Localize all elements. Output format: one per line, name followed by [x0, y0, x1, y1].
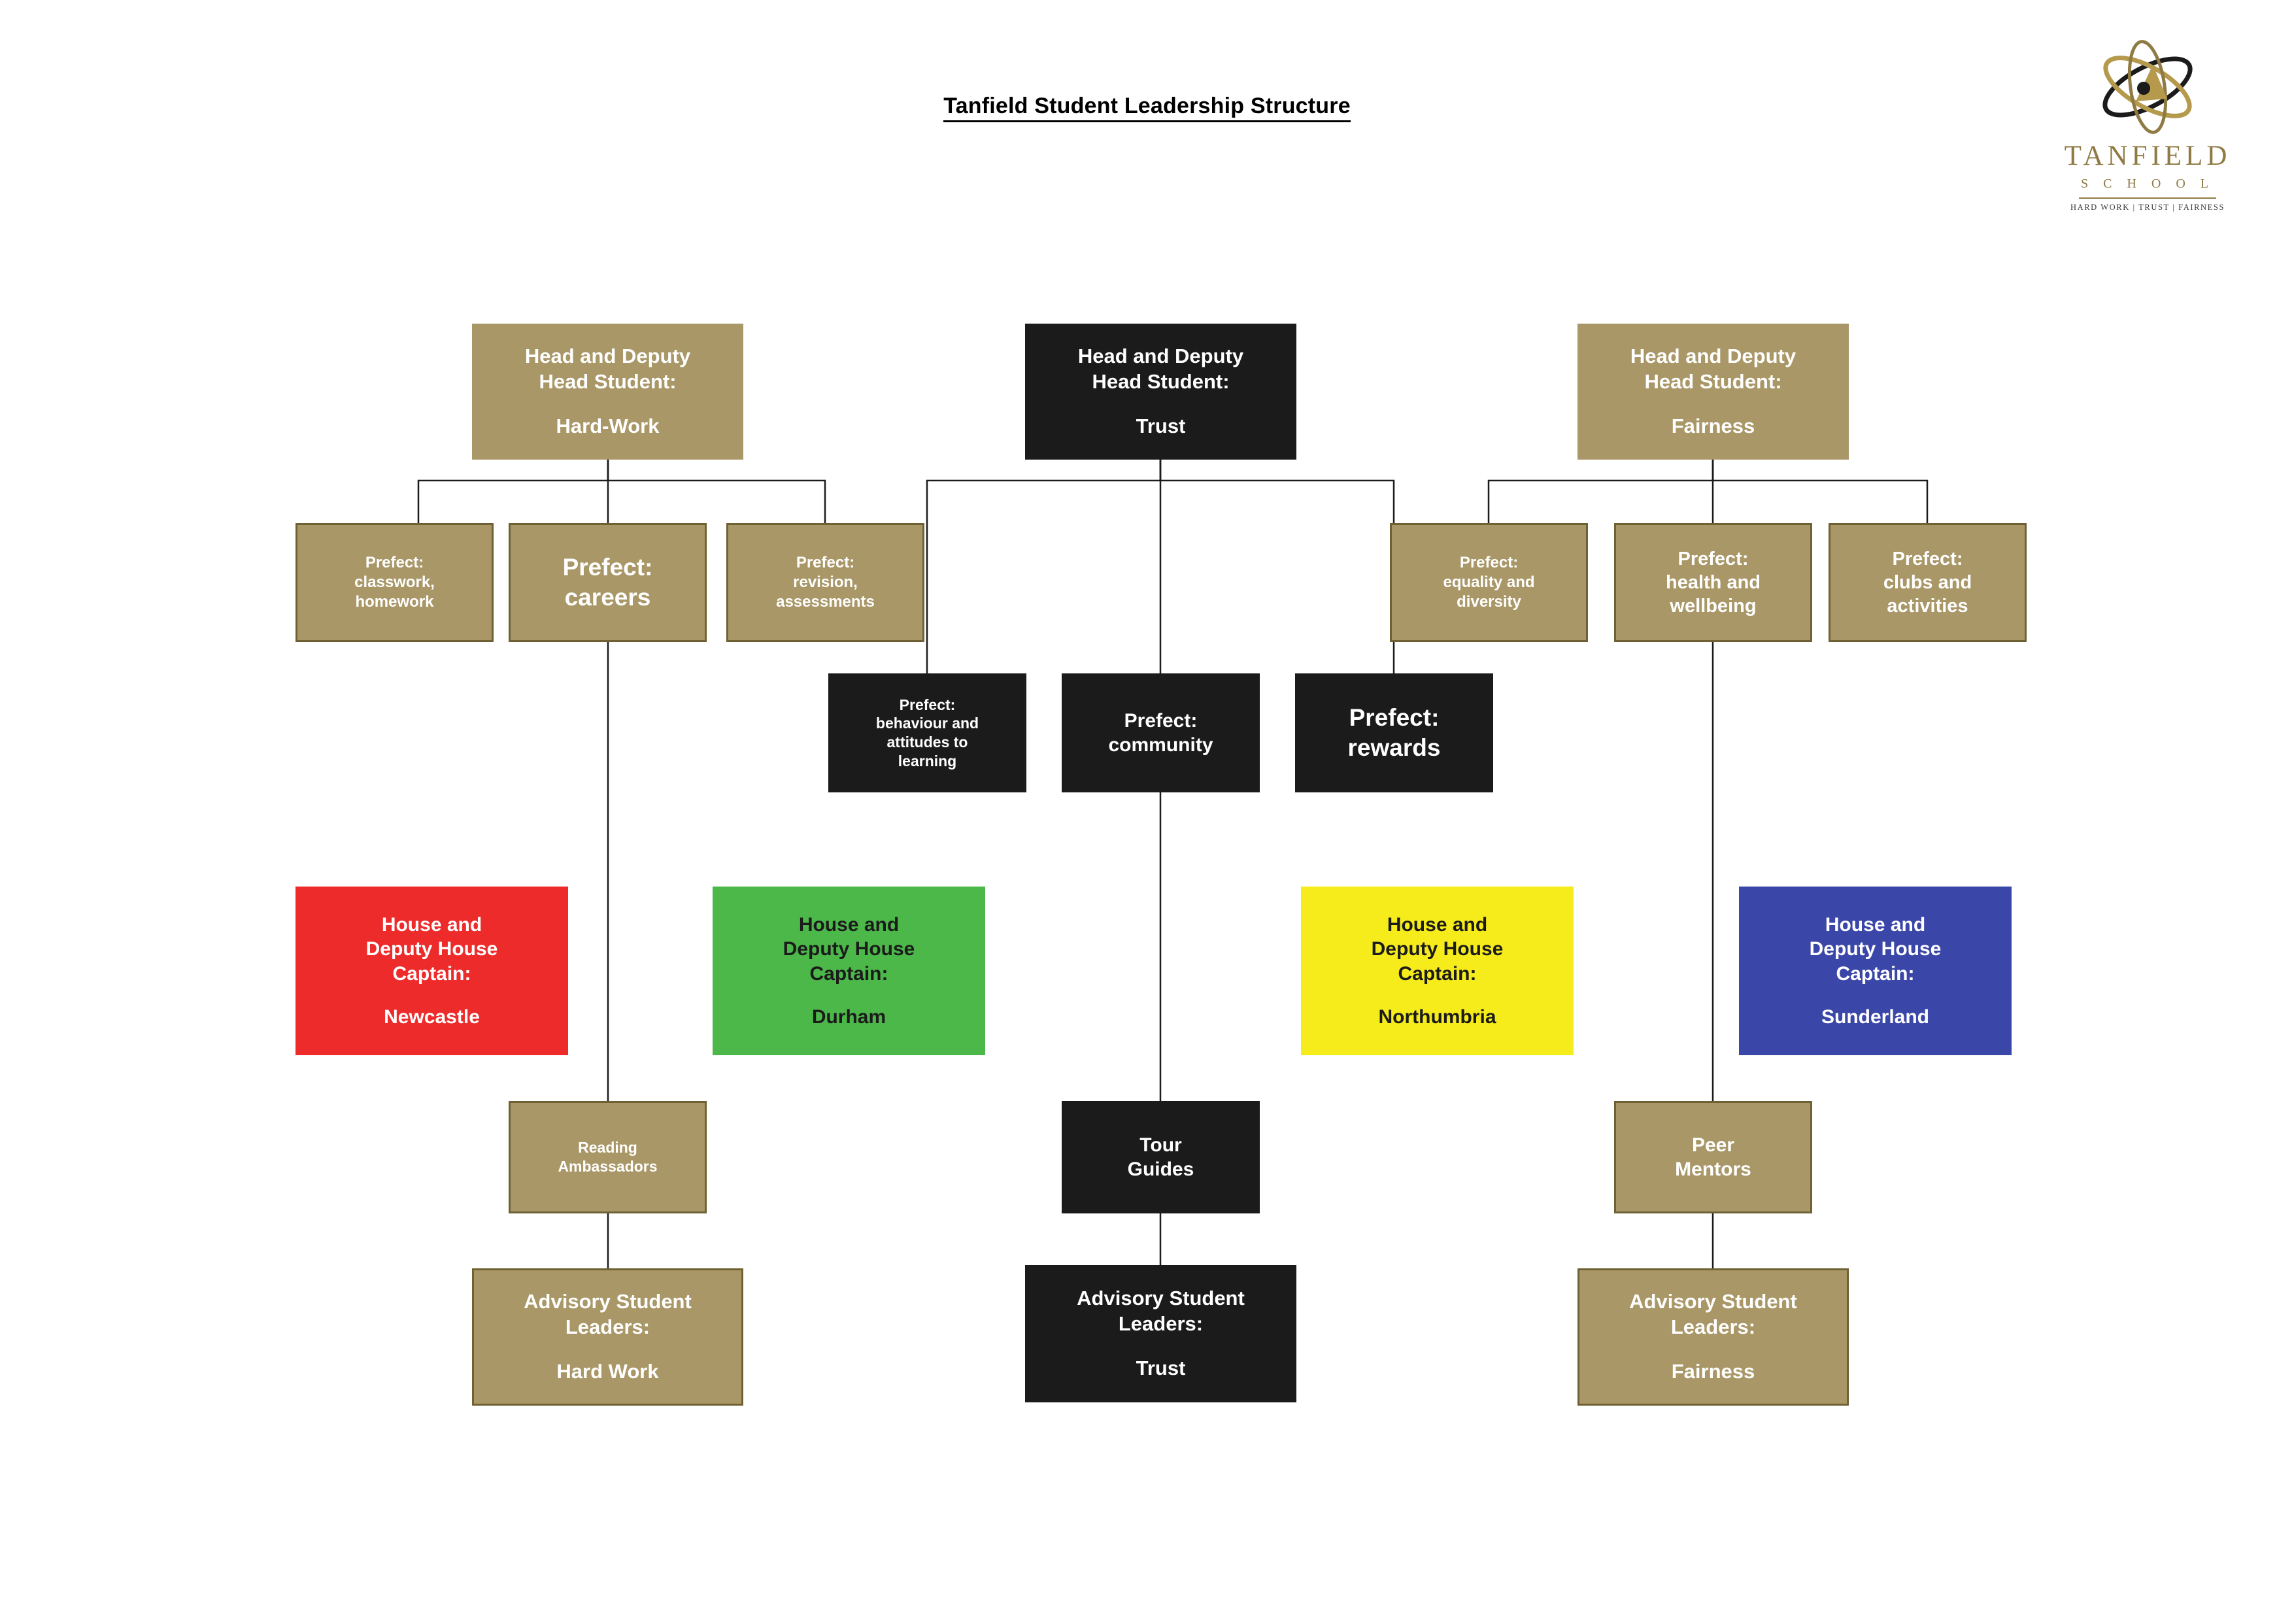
node-line: Captain:	[1836, 962, 1915, 985]
node-line: Leaders:	[1118, 1311, 1204, 1335]
node-line: Head and Deputy	[524, 345, 691, 368]
node-tour-guides[interactable]	[1062, 1101, 1260, 1213]
node-house-northumbria[interactable]	[1301, 887, 1574, 1055]
node-line: Captain:	[809, 962, 888, 985]
logo-divider	[2079, 197, 2216, 199]
node-line: health and	[1665, 571, 1761, 593]
node-line: Head Student:	[1092, 369, 1230, 393]
node-line: Captain:	[1398, 962, 1477, 985]
node-prefect-equality[interactable]	[1390, 523, 1588, 642]
node-line: learning	[898, 752, 957, 770]
node-line: Leaders:	[1670, 1315, 1756, 1338]
node-line: Leaders:	[565, 1315, 650, 1338]
node-line: Fairness	[1671, 414, 1755, 438]
node-prefect-health[interactable]	[1614, 523, 1812, 642]
page-title: Tanfield Student Leadership Structure	[0, 93, 2294, 119]
node-line: community	[1108, 734, 1213, 756]
node-line: activities	[1887, 596, 1968, 617]
node-line: attitudes to	[886, 734, 968, 751]
node-prefect-behaviour[interactable]	[828, 673, 1026, 792]
logo-wordmark: TANFIELD	[2064, 141, 2231, 171]
node-advisory-hardwork[interactable]	[472, 1268, 743, 1406]
node-line: Prefect:	[1892, 548, 1963, 569]
node-line: Advisory Student	[1077, 1287, 1245, 1310]
node-line: Head Student:	[539, 369, 677, 393]
node-reading-ambassadors[interactable]	[509, 1101, 707, 1213]
node-line: Advisory Student	[524, 1290, 692, 1313]
node-line: wellbeing	[1670, 596, 1757, 617]
node-prefect-community[interactable]	[1062, 673, 1260, 792]
node-line: Prefect:	[562, 553, 653, 581]
node-line: careers	[564, 584, 651, 611]
node-line: Advisory Student	[1629, 1290, 1797, 1313]
node-line: Fairness	[1671, 1360, 1755, 1383]
node-line: behaviour and	[875, 715, 979, 732]
node-line: Trust	[1136, 1357, 1186, 1380]
node-line: Prefect:	[1349, 703, 1440, 731]
node-advisory-trust[interactable]	[1025, 1265, 1296, 1402]
node-line: Prefect:	[796, 554, 855, 571]
node-line: Reading	[578, 1139, 637, 1157]
node-prefect-careers[interactable]	[509, 523, 707, 642]
node-line: Peer	[1691, 1134, 1735, 1156]
node-line: Prefect:	[1459, 554, 1519, 571]
node-line: revision,	[793, 573, 858, 591]
node-line: Prefect:	[899, 696, 956, 713]
node-line: Guides	[1127, 1159, 1194, 1180]
node-line: House and	[1387, 913, 1488, 936]
node-line: clubs and	[1883, 571, 1972, 593]
node-line: Deputy House	[365, 938, 498, 960]
node-line: Head and Deputy	[1630, 345, 1796, 368]
node-line: diversity	[1457, 593, 1521, 611]
node-line: Head Student:	[1644, 369, 1782, 393]
node-head-hardwork[interactable]	[472, 324, 743, 460]
node-line: equality and	[1443, 573, 1535, 591]
node-line: Newcastle	[384, 1006, 480, 1028]
node-line: homework	[355, 593, 434, 611]
node-line: Mentors	[1675, 1159, 1751, 1180]
node-line: Hard Work	[556, 1360, 659, 1383]
node-line: Sunderland	[1821, 1006, 1929, 1028]
node-line: Deputy House	[1371, 938, 1504, 960]
node-prefect-classwork[interactable]	[295, 523, 494, 642]
node-line: House and	[1825, 913, 1926, 936]
node-line: rewards	[1347, 734, 1441, 761]
node-prefect-rewards[interactable]	[1295, 673, 1493, 792]
logo-values: HARD WORK | TRUST | FAIRNESS	[2070, 203, 2225, 212]
node-line: House and	[381, 913, 482, 936]
node-head-fairness[interactable]	[1577, 324, 1849, 460]
node-line: assessments	[776, 593, 875, 611]
node-line: Northumbria	[1378, 1006, 1496, 1028]
node-line: Deputy House	[783, 938, 915, 960]
node-line: Prefect:	[1124, 709, 1198, 732]
node-house-sunderland[interactable]	[1739, 887, 2012, 1055]
node-line: Head and Deputy	[1077, 345, 1244, 368]
node-prefect-revision[interactable]	[726, 523, 924, 642]
node-line: Hard-Work	[556, 414, 660, 438]
node-line: Ambassadors	[558, 1158, 658, 1175]
node-house-durham[interactable]	[713, 887, 985, 1055]
node-house-newcastle[interactable]	[295, 887, 568, 1055]
node-line: Tour	[1139, 1134, 1182, 1156]
node-line: Deputy House	[1809, 938, 1942, 960]
node-peer-mentors[interactable]	[1614, 1101, 1812, 1213]
node-line: Trust	[1136, 414, 1186, 438]
node-line: Durham	[811, 1006, 886, 1028]
node-line: classwork,	[354, 573, 435, 591]
node-line: Prefect:	[1678, 548, 1749, 569]
node-line: Captain:	[392, 962, 471, 985]
node-line: House and	[798, 913, 900, 936]
node-prefect-clubs[interactable]	[1829, 523, 2027, 642]
node-line: Prefect:	[365, 554, 424, 571]
node-head-trust[interactable]	[1025, 324, 1296, 460]
tanfield-atom-icon	[2049, 36, 2246, 144]
logo-subtitle: S C H O O L	[2080, 177, 2214, 191]
school-logo	[2049, 36, 2246, 239]
node-advisory-fairness[interactable]	[1577, 1268, 1849, 1406]
